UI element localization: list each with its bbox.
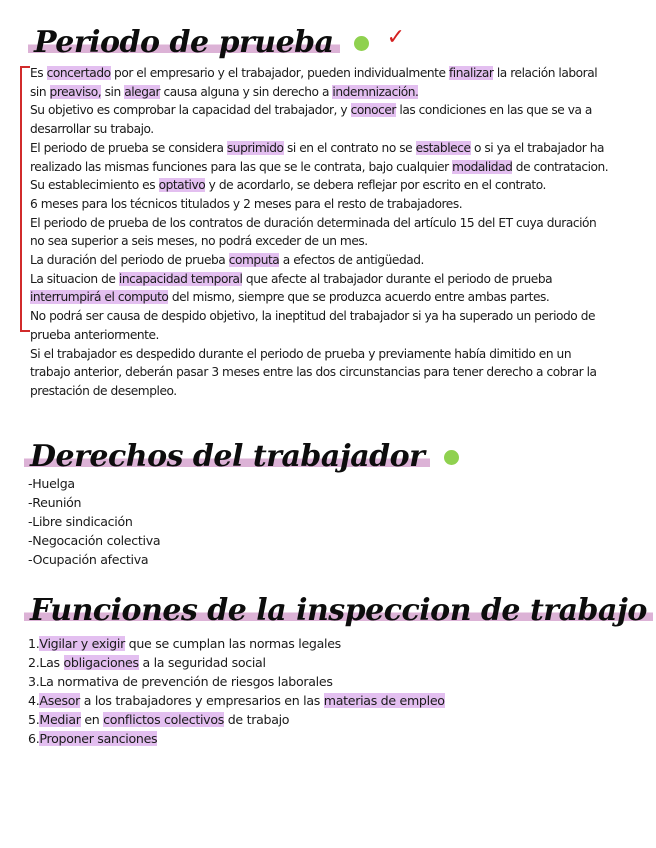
- paragraph: [30, 101, 612, 138]
- highlighted-term: Proponer sanciones: [39, 731, 158, 746]
- section3-title: Funciones de la inspeccion de trabajo: [24, 594, 653, 628]
- list-item: [28, 672, 445, 691]
- highlighted-term: Mediar: [39, 712, 81, 727]
- highlighted-term: finalizar: [448, 66, 494, 80]
- text-run: sin: [101, 84, 125, 99]
- text-run: Es: [30, 66, 47, 80]
- text-run: en: [80, 712, 104, 727]
- list-item: -Libre sindicación: [28, 514, 133, 529]
- text-run: de trabajo: [224, 712, 290, 727]
- list-item: [28, 653, 445, 672]
- list-item: [28, 634, 445, 653]
- text-run: a efectos de antigüedad.: [279, 253, 424, 268]
- text-run: las condiciones en las que se va a desarrollar su trabajo.: [30, 103, 592, 137]
- text-run: que afecte al trabajador durante el periodo de prueba: [242, 271, 553, 286]
- section2-header: [24, 440, 459, 474]
- highlighted-term: incapacidad temporal: [118, 271, 243, 286]
- paragraph: [30, 176, 612, 195]
- section1-body: [30, 64, 612, 401]
- highlighted-term: indemnización.: [332, 84, 419, 99]
- highlighted-term: materias de empleo: [323, 693, 445, 708]
- list-item: [28, 691, 445, 710]
- section1-title: Periodo de prueba: [28, 26, 340, 60]
- text-run: Su establecimiento es: [30, 178, 159, 193]
- highlighted-term: interrumpirá el computo: [30, 290, 169, 305]
- highlighted-term: optativo: [158, 178, 206, 193]
- highlighted-term: Asesor: [39, 693, 80, 708]
- text-run: del mismo, siempre que se produzca acuerdo entre ambas partes.: [168, 290, 550, 305]
- text-run: El periodo de prueba se considera: [30, 140, 227, 155]
- text-run: 6.: [28, 731, 40, 746]
- text-run: y de acordarlo, se debera reflejar por escrito en el contrato.: [205, 178, 546, 193]
- text-run: 4.: [28, 693, 40, 708]
- checkmark-icon: ✓: [386, 24, 406, 50]
- paragraph: [30, 270, 612, 307]
- text-run: Su objetivo es comprobar la capacidad del trabajador, y: [30, 103, 351, 118]
- list-item: -Huelga: [28, 476, 75, 491]
- list-item: -Negocación colectiva: [28, 533, 161, 548]
- highlighted-term: computa: [228, 253, 280, 268]
- section3-header: [24, 594, 656, 628]
- text-run: de contratacion.: [512, 159, 609, 174]
- list-item: -Ocupación afectiva: [28, 552, 149, 567]
- red-bracket: [20, 66, 30, 332]
- text-run: El periodo de prueba de los contratos de duración determinada del artículo 15 del ET cuya duración no sea superior a seis meses, no podrá exceder de un mes.: [30, 215, 597, 249]
- highlighted-term: obligaciones: [63, 655, 139, 670]
- paragraph: [30, 64, 612, 101]
- rights-list: [28, 474, 160, 569]
- text-run: No podrá ser causa de despido objetivo, la ineptitud del trabajador si ya ha superado un periodo de prueba anteriormente.: [30, 309, 596, 342]
- list-item: -Reunión: [28, 495, 82, 510]
- text-run: la relación laboral sin: [30, 66, 598, 99]
- text-run: o si ya el trabajador ha realizado las mismas funciones para las que se le contrata, bajo cualquier: [30, 140, 604, 174]
- highlighted-term: Vigilar y exigir: [39, 636, 125, 651]
- green-dot-icon: [354, 36, 369, 51]
- text-run: 6 meses para los técnicos titulados y 2 meses para el resto de trabajadores.: [30, 196, 463, 211]
- paragraph: [30, 139, 612, 176]
- highlighted-term: alegar: [124, 84, 161, 99]
- text-run: 3.La normativa de prevención de riesgos laborales: [28, 674, 333, 689]
- list-item: [28, 710, 445, 729]
- highlighted-term: conocer: [350, 103, 396, 118]
- highlighted-term: modalidad: [452, 159, 513, 174]
- text-run: La duración del periodo de prueba: [30, 253, 229, 268]
- functions-list: [28, 634, 445, 748]
- highlighted-term: concertado: [46, 66, 111, 80]
- text-run: causa alguna y sin derecho a: [160, 84, 333, 99]
- list-item: [28, 729, 445, 748]
- paragraph: [30, 345, 612, 401]
- paragraph: [30, 251, 612, 270]
- text-run: 2.Las: [28, 655, 64, 670]
- text-run: La situacion de: [30, 271, 119, 286]
- section2-title: Derechos del trabajador: [24, 440, 430, 474]
- text-run: si en el contrato no se: [283, 140, 416, 155]
- text-run: Si el trabajador es despedido durante el periodo de prueba y previamente había dimitido en un trabajo anterior, deberán pasar 3 meses entre las dos circunstancias para tener derecho a cobrar la prestación de desempleo.: [30, 346, 597, 398]
- text-run: por el empresario y el trabajador, pueden individualmente: [110, 66, 449, 80]
- highlighted-term: preaviso,: [49, 84, 102, 99]
- green-dot-icon: [444, 450, 459, 465]
- paragraph: [30, 214, 612, 251]
- highlighted-term: conflictos colectivos: [103, 712, 225, 727]
- text-run: 5.: [28, 712, 40, 727]
- paragraph: [30, 195, 612, 214]
- text-run: a los trabajadores y empresarios en las: [80, 693, 324, 708]
- text-run: que se cumplan las normas legales: [124, 636, 341, 651]
- highlighted-term: establece: [415, 140, 471, 155]
- text-run: a la seguridad social: [138, 655, 266, 670]
- highlighted-term: suprimido: [226, 140, 284, 155]
- text-run: 1.: [28, 636, 40, 651]
- paragraph: [30, 307, 612, 344]
- section1-header: [28, 26, 405, 60]
